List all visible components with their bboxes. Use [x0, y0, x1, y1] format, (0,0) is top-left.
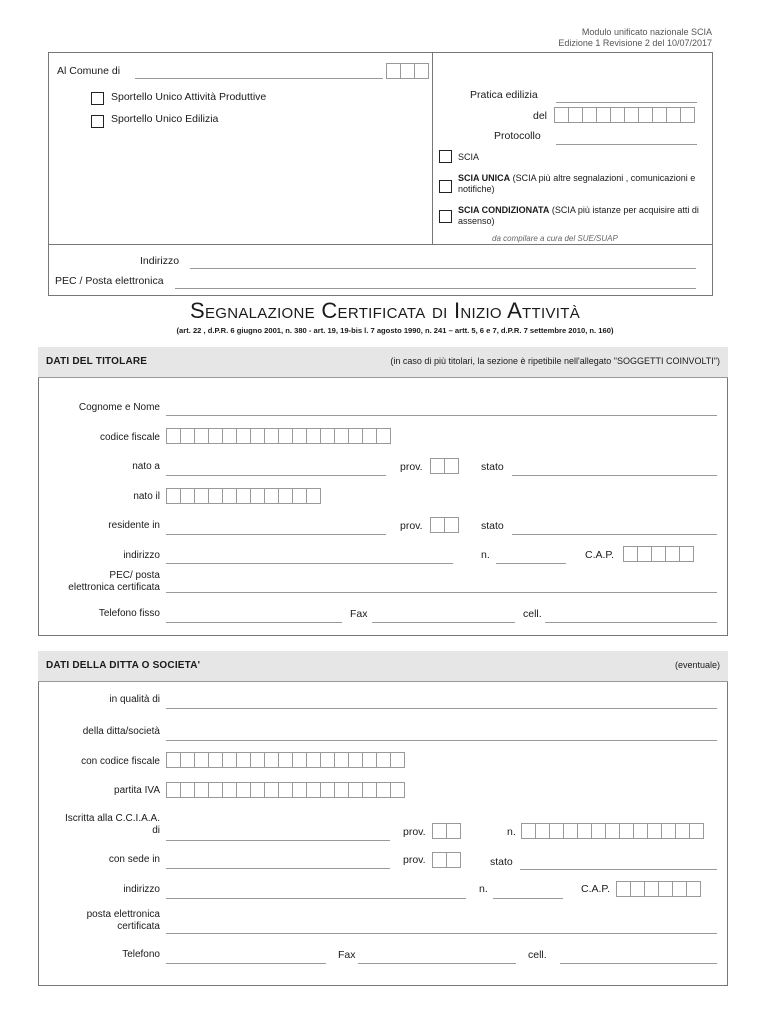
- cell-input[interactable]: [545, 622, 717, 623]
- scia-unica-bold: SCIA UNICA: [458, 173, 511, 183]
- del-label: del: [533, 110, 548, 122]
- pratica-input[interactable]: [556, 102, 697, 103]
- top-box-divider: [432, 52, 433, 244]
- residente-stato-label: stato: [481, 520, 504, 532]
- scia-unica-checkbox[interactable]: [439, 180, 452, 193]
- ditta-telefono-input[interactable]: [166, 963, 326, 964]
- ditta-input[interactable]: [166, 740, 717, 741]
- pec-titolare-label-2: elettronica certificata: [68, 582, 160, 593]
- comune-label: Al Comune di: [57, 65, 121, 77]
- cap-label: C.A.P.: [585, 549, 614, 561]
- cciaa-label: [65, 813, 160, 837]
- indirizzo-titolare-input[interactable]: [166, 563, 453, 564]
- fax-label: Fax: [350, 608, 368, 620]
- qualita-label: in qualità di: [109, 694, 160, 705]
- ditta-cf-boxes[interactable]: [166, 752, 404, 768]
- residente-stato-input[interactable]: [512, 534, 717, 535]
- ditta-note: (eventuale): [674, 660, 720, 670]
- codice-fiscale-boxes[interactable]: [166, 428, 390, 444]
- ditta-pec-label-1: posta elettronica: [86, 909, 160, 920]
- nato-stato-label: stato: [481, 461, 504, 473]
- sportello-edilizia-label: Sportello Unico Edilizia: [111, 113, 219, 125]
- scia-unica-desc: (SCIA più altre segnalazioni , comunicazioni e notifiche): [458, 173, 696, 194]
- pec-titolare-input[interactable]: [166, 592, 717, 593]
- ditta-header: [38, 651, 728, 682]
- sede-input[interactable]: [166, 868, 390, 869]
- scia-condizionata-checkbox[interactable]: [439, 210, 452, 223]
- nato-il-boxes[interactable]: [166, 488, 320, 504]
- ditta-cell-input[interactable]: [560, 963, 717, 964]
- nato-a-label: nato a: [132, 461, 160, 472]
- telefono-fisso-label: Telefono fisso: [98, 608, 160, 619]
- codice-fiscale-label: codice fiscale: [99, 432, 160, 443]
- ditta-heading: DATI DELLA DITTA O SOCIETA': [46, 660, 201, 671]
- indirizzo-titolare-label: indirizzo: [123, 550, 160, 561]
- ditta-civico-label: n.: [479, 883, 488, 895]
- sede-prov-boxes[interactable]: [432, 852, 460, 868]
- nato-prov-boxes[interactable]: [430, 458, 458, 474]
- form-title: Segnalazione Certificata di Inizio Attività: [189, 298, 580, 323]
- residente-label: residente in: [108, 520, 160, 531]
- cognome-input[interactable]: [166, 415, 717, 416]
- scia-condizionata-text: [458, 205, 703, 227]
- cell-label: cell.: [523, 608, 542, 620]
- top-box-hdivider: [48, 244, 713, 245]
- residente-input[interactable]: [166, 534, 386, 535]
- ditta-cf-label: con codice fiscale: [81, 756, 160, 767]
- ditta-civico-input[interactable]: [493, 898, 563, 899]
- sede-prov-label: prov.: [403, 854, 426, 866]
- ditta-pec-input[interactable]: [166, 933, 717, 934]
- nato-prov-label: prov.: [400, 461, 423, 473]
- residente-prov-boxes[interactable]: [430, 517, 458, 533]
- pec-input[interactable]: [175, 288, 696, 289]
- cciaa-prov-label: prov.: [403, 826, 426, 838]
- sede-stato-input[interactable]: [520, 869, 717, 870]
- titolare-note: (in caso di più titolari, la sezione è ripetibile nell'allegato "SOGGETTI COINVOLTI"): [390, 356, 720, 366]
- form-version: [558, 27, 712, 49]
- ditta-label: della ditta/società: [82, 726, 160, 737]
- form-subtitle: (art. 22 , d.P.R. 6 giugno 2001, n. 380 - art. 19, 19-bis l. 7 agosto 1990, n. 241 – artt. 5, 6 e 7, d.P.R. 7 settembre 2010, n. 160): [176, 326, 614, 335]
- comune-code-boxes[interactable]: [386, 63, 428, 79]
- civico-input[interactable]: [496, 563, 566, 564]
- scia-condizionata-bold: SCIA CONDIZIONATA: [458, 205, 550, 215]
- nato-stato-input[interactable]: [512, 475, 717, 476]
- ditta-cap-label: C.A.P.: [581, 883, 610, 895]
- indirizzo-input[interactable]: [190, 268, 696, 269]
- ditta-cap-boxes[interactable]: [616, 881, 700, 897]
- compilare-note: da compilare a cura del SUE/SUAP: [492, 234, 618, 243]
- protocollo-label: Protocollo: [494, 130, 541, 142]
- nato-a-input[interactable]: [166, 475, 386, 476]
- cognome-label: Cognome e Nome: [78, 402, 160, 413]
- cciaa-input[interactable]: [166, 840, 390, 841]
- rea-boxes[interactable]: [521, 823, 703, 839]
- cciaa-label-1: Iscritta alla C.C.I.A.A.: [64, 813, 160, 824]
- ditta-indirizzo-input[interactable]: [166, 898, 466, 899]
- protocollo-input[interactable]: [556, 144, 697, 145]
- rea-label: n.: [507, 826, 516, 838]
- residente-prov-label: prov.: [400, 520, 423, 532]
- cciaa-label-2: di: [152, 825, 160, 836]
- del-date-boxes[interactable]: [554, 107, 694, 123]
- ditta-cell-label: cell.: [528, 949, 547, 961]
- civico-label: n.: [481, 549, 490, 561]
- scia-condizionata-desc: (SCIA più istanze per acquisire atti di assenso): [458, 205, 699, 226]
- sportello-edilizia-checkbox[interactable]: [91, 115, 104, 128]
- titolare-header: [38, 347, 728, 378]
- piva-label: partita IVA: [114, 785, 160, 796]
- pec-titolare-label: [68, 570, 160, 594]
- pec-label: PEC / Posta elettronica: [55, 275, 164, 287]
- pratica-label: Pratica edilizia: [470, 89, 538, 101]
- fax-input[interactable]: [372, 622, 515, 623]
- ditta-indirizzo-label: indirizzo: [123, 884, 160, 895]
- ditta-fax-input[interactable]: [358, 963, 516, 964]
- telefono-fisso-input[interactable]: [166, 622, 342, 623]
- sede-stato-label: stato: [490, 856, 513, 868]
- nato-il-label: nato il: [133, 491, 160, 502]
- sportello-attivita-label: Sportello Unico Attività Produttive: [111, 91, 267, 103]
- cciaa-prov-boxes[interactable]: [432, 823, 460, 839]
- scia-checkbox[interactable]: [439, 150, 452, 163]
- comune-input[interactable]: [135, 78, 383, 79]
- sede-label: con sede in: [108, 854, 160, 865]
- scia-label: SCIA: [458, 152, 480, 162]
- scia-unica-text: [458, 173, 703, 195]
- ditta-fax-label: Fax: [338, 949, 356, 961]
- cap-boxes[interactable]: [623, 546, 693, 562]
- ditta-telefono-label: Telefono: [122, 949, 160, 960]
- pec-titolare-label-1: PEC/ posta: [109, 570, 160, 581]
- piva-boxes[interactable]: [166, 782, 404, 798]
- ditta-pec-label: [87, 909, 160, 933]
- sportello-attivita-checkbox[interactable]: [91, 92, 104, 105]
- form-version-line1: Modulo unificato nazionale SCIA: [581, 27, 712, 37]
- titolare-heading: DATI DEL TITOLARE: [46, 356, 148, 367]
- indirizzo-label: Indirizzo: [140, 255, 180, 267]
- form-version-line2: Edizione 1 Revisione 2 del 10/07/2017: [558, 38, 712, 48]
- qualita-input[interactable]: [166, 708, 717, 709]
- ditta-pec-label-2: certificata: [117, 921, 160, 932]
